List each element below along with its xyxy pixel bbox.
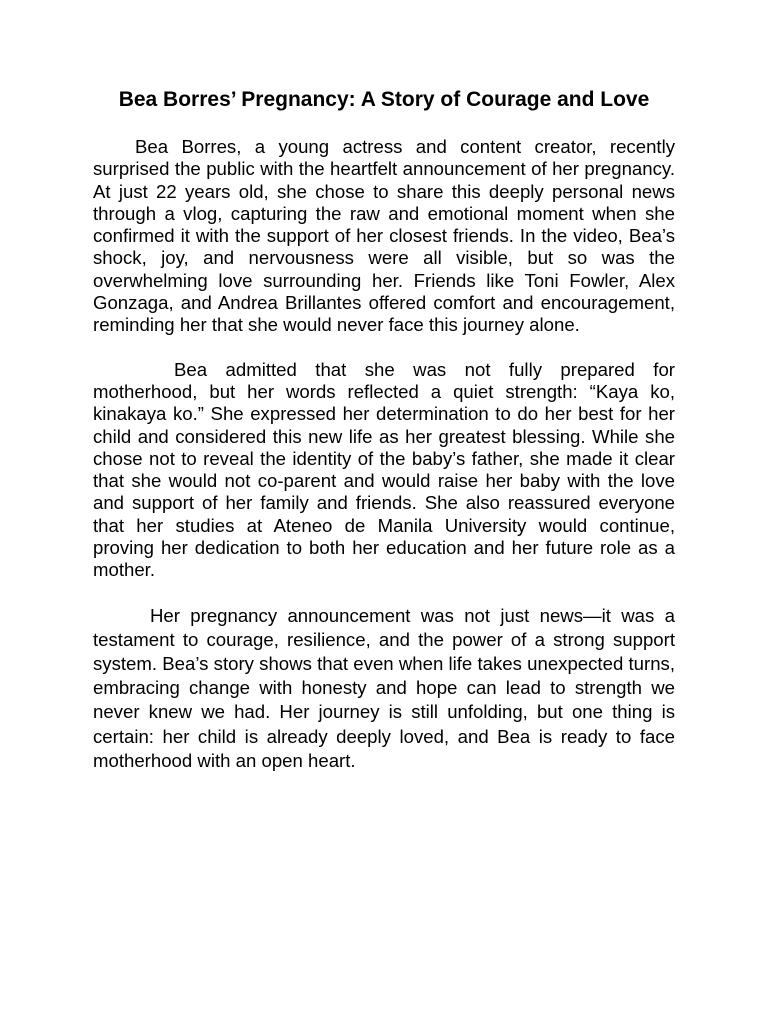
article-title: Bea Borres’ Pregnancy: A Story of Courage and Love xyxy=(118,88,650,111)
paragraph-2: Bea admitted that she was not fully prepared for motherhood, but her words reflected a quiet strength: “Kaya ko, kinakaya ko.” She expressed her determination to do her best for her child and considered this new life as her greatest blessing. While she chose not to reveal the identity of the baby’s father, she made it clear that she would not co-parent and would raise her baby with the love and support of her family and friends. She also reassured everyone that her studies at Ateneo de Manila University would continue, proving her dedication to both her education and her future role as a mother. xyxy=(93,358,675,581)
paragraph-1: Bea Borres, a young actress and content creator, recently surprised the public with the heartfelt announcement of her pregnancy. At just 22 years old, she chose to share this deeply personal news through a vlog, capturing the raw and emotional moment when she confirmed it with the support of her closest friends. In the video, Bea’s shock, joy, and nervousness were all visible, but so was the overwhelming love surrounding her. Friends like Toni Fowler, Alex Gonzaga, and Andrea Brillantes offered comfort and encouragement, reminding her that she would never face this journey alone. xyxy=(93,136,675,336)
paragraph-3: Her pregnancy announcement was not just news—it was a testament to courage, resilience, and the power of a strong support system. Bea’s story shows that even when life takes unexpected turns, embracing change with honesty and hope can lead to strength we never knew we had. Her journey is still unfolding, but one thing is certain: her child is already deeply loved, and Bea is ready to face motherhood with an open heart. xyxy=(93,604,675,771)
